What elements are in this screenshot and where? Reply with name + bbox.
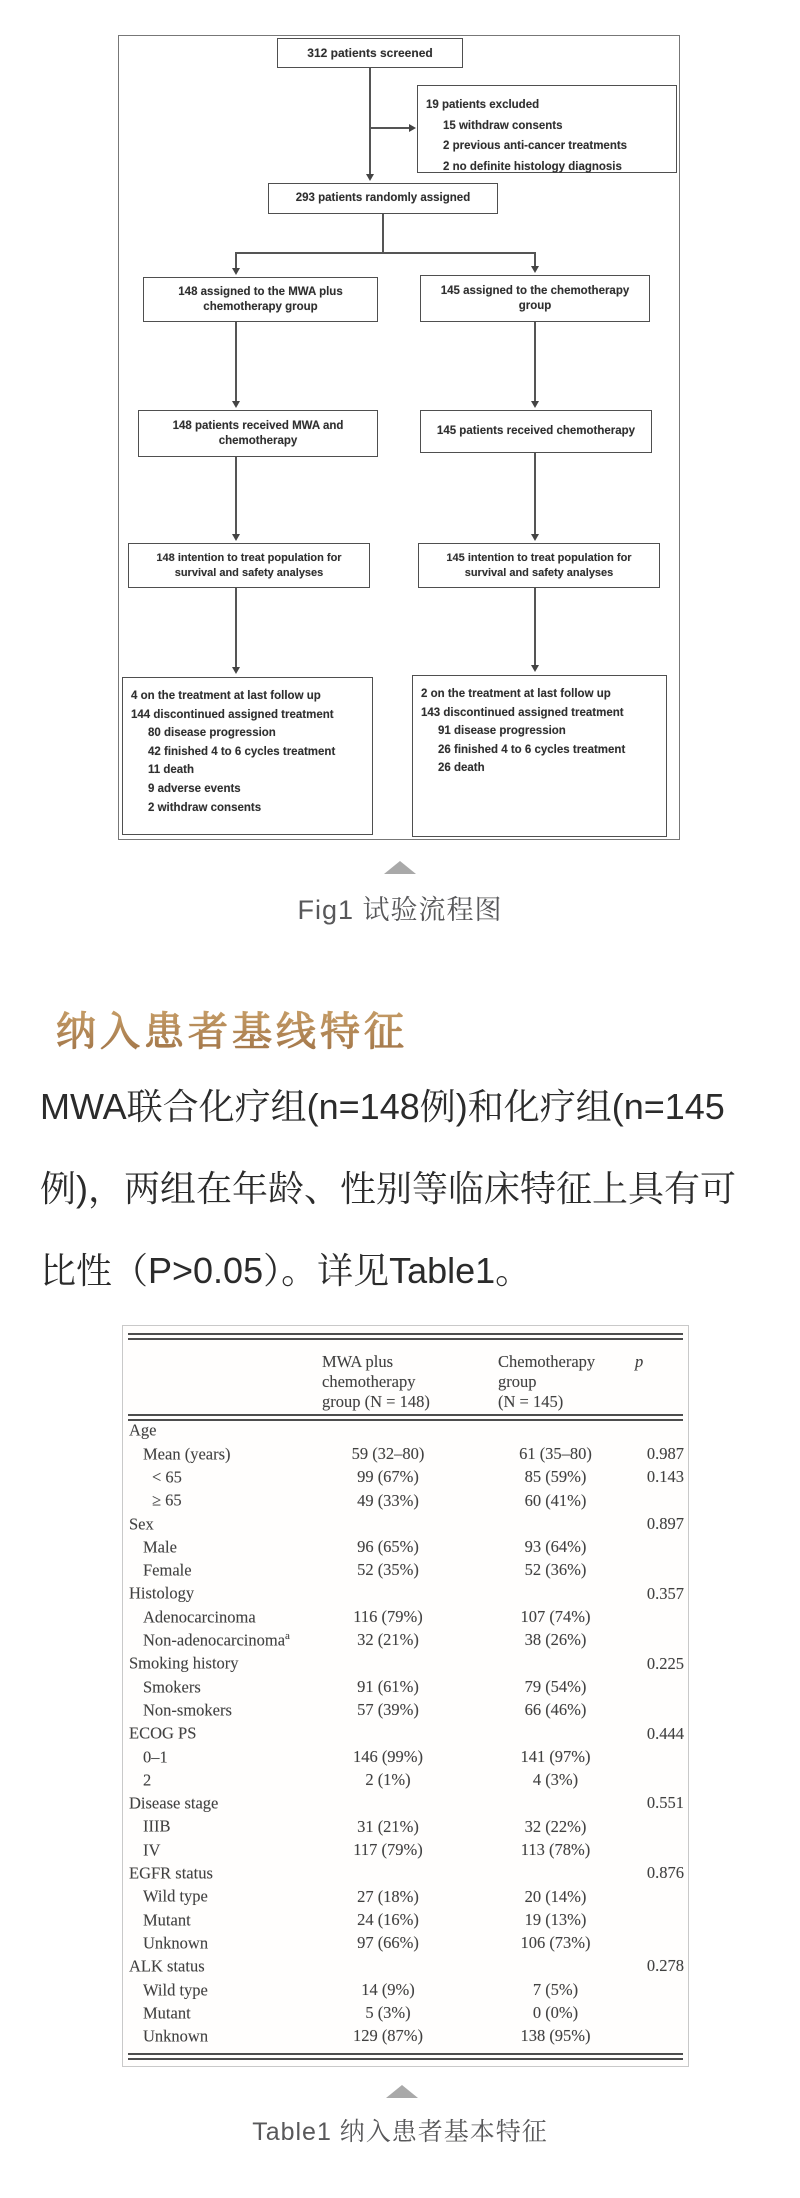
flowchart-text-line: 9 adverse events bbox=[148, 782, 241, 795]
arrow-right-icon bbox=[409, 124, 416, 132]
table-row bbox=[123, 1862, 688, 1885]
flowchart-text-line: 42 finished 4 to 6 cycles treatment bbox=[148, 745, 336, 758]
chemo-group-value: 52 (36%) bbox=[524, 1560, 587, 1580]
flowchart-text-line: 80 disease progression bbox=[148, 727, 276, 740]
table-row bbox=[123, 1419, 688, 1442]
table-row bbox=[123, 1978, 688, 2001]
collapse-triangle-icon bbox=[386, 2085, 418, 2098]
table-row bbox=[123, 1652, 688, 1675]
arrow-down-icon bbox=[366, 174, 374, 181]
chemo-group-value: 0 (0%) bbox=[532, 2003, 579, 2023]
flowchart-text-line: 15 withdraw consents bbox=[443, 119, 563, 132]
arrow-down-icon bbox=[232, 534, 240, 541]
row-label: ALK status bbox=[129, 1956, 205, 1976]
table-body bbox=[123, 1419, 688, 2048]
flowchart-box-right-itt: 145 intention to treat population for survival and safety analyses bbox=[418, 543, 660, 588]
flowchart-box-randomized: 293 patients randomly assigned bbox=[268, 183, 498, 214]
table-row bbox=[123, 2025, 688, 2048]
header-col-pvalue: p bbox=[635, 1352, 644, 1371]
table-row bbox=[123, 1908, 688, 1931]
chemo-group-value: 113 (78%) bbox=[520, 1839, 591, 1859]
flowchart-text-line: 4 on the treatment at last follow up bbox=[131, 690, 321, 702]
flowchart-text-line: 91 disease progression bbox=[438, 725, 566, 738]
flowchart-text-line: 144 discontinued assigned treatment bbox=[131, 708, 334, 721]
arrow-down-icon bbox=[232, 667, 240, 674]
flowchart-text-line: 2 on the treatment at last follow up bbox=[421, 688, 611, 700]
flowchart-box-left-assigned: 148 assigned to the MWA plus chemotherapy group bbox=[143, 277, 378, 322]
table-row bbox=[123, 1838, 688, 1861]
table-row bbox=[123, 1629, 688, 1652]
chemo-group-value: 38 (26%) bbox=[524, 1630, 587, 1650]
table-rule bbox=[128, 2053, 683, 2060]
row-label: Mutant bbox=[143, 2003, 191, 2023]
p-value: 0.551 bbox=[646, 1793, 684, 1813]
connector-line bbox=[370, 127, 410, 129]
row-label: Smokers bbox=[143, 1677, 201, 1697]
connector-line bbox=[235, 322, 237, 402]
row-label: Non-smokers bbox=[143, 1700, 232, 1720]
table-header bbox=[123, 1352, 688, 1412]
collapse-triangle-icon bbox=[384, 861, 416, 874]
row-label: Sex bbox=[129, 1514, 154, 1534]
connector-line bbox=[235, 252, 237, 268]
chemo-group-value: 138 (95%) bbox=[520, 2026, 591, 2046]
table-row bbox=[123, 1675, 688, 1698]
mwa-group-value: 52 (35%) bbox=[357, 1560, 419, 1580]
section-heading: 纳入患者基线特征 bbox=[56, 1000, 408, 1057]
row-label: Female bbox=[143, 1560, 192, 1580]
row-label: Wild type bbox=[143, 1886, 208, 1906]
flowchart-text-line: 19 patients excluded bbox=[426, 99, 540, 111]
mwa-group-value: 99 (67%) bbox=[357, 1467, 419, 1487]
connector-line bbox=[382, 214, 384, 252]
chemo-group-value: 141 (97%) bbox=[520, 1746, 591, 1766]
chemo-group-value: 85 (59%) bbox=[524, 1467, 587, 1487]
connector-line bbox=[236, 252, 536, 254]
table-row bbox=[123, 1699, 688, 1722]
mwa-group-value: 96 (65%) bbox=[357, 1537, 419, 1557]
row-label: Smoking history bbox=[129, 1653, 239, 1673]
row-label: Disease stage bbox=[129, 1793, 219, 1813]
row-label: Wild type bbox=[143, 1980, 208, 2000]
chemo-group-value: 19 (13%) bbox=[524, 1909, 587, 1929]
table-row bbox=[123, 1955, 688, 1978]
header-col-empty bbox=[123, 1352, 298, 1412]
p-value: 0.143 bbox=[646, 1467, 684, 1487]
row-label: Mean (years) bbox=[143, 1444, 231, 1464]
p-value: 0.987 bbox=[646, 1443, 684, 1463]
mwa-group-value: 2 (1%) bbox=[365, 1770, 411, 1790]
table-row bbox=[123, 1582, 688, 1605]
connector-line bbox=[534, 252, 536, 266]
row-label: IV bbox=[143, 1840, 161, 1860]
mwa-group-value: 14 (9%) bbox=[361, 1979, 415, 1999]
paragraph-line: 比性（P>0.05）。详见Table1。 bbox=[40, 1250, 532, 1291]
mwa-group-value: 129 (87%) bbox=[352, 2026, 424, 2046]
chemo-group-value: 7 (5%) bbox=[532, 1979, 579, 1999]
arrow-down-icon bbox=[531, 266, 539, 273]
table-row bbox=[123, 1792, 688, 1815]
mwa-group-value: 59 (32–80) bbox=[351, 1443, 425, 1463]
baseline-characteristics-table bbox=[122, 1325, 689, 2067]
chemo-group-value: 79 (54%) bbox=[524, 1676, 587, 1696]
table-row bbox=[123, 1466, 688, 1489]
row-label: EGFR status bbox=[129, 1863, 213, 1883]
table-row bbox=[123, 1815, 688, 1838]
table-row bbox=[123, 1885, 688, 1908]
row-label: Age bbox=[129, 1420, 157, 1440]
flowchart-text-line: 2 previous anti-cancer treatments bbox=[443, 140, 628, 152]
header-col-chemo-group: Chemotherapy group (N = 145) bbox=[498, 1352, 596, 1411]
row-label: 2 bbox=[143, 1770, 152, 1790]
flowchart-box-left-itt: 148 intention to treat population for survival and safety analyses bbox=[128, 543, 370, 588]
table-row bbox=[123, 1932, 688, 1955]
p-value: 0.357 bbox=[646, 1583, 684, 1603]
flowchart-box-excluded bbox=[417, 85, 677, 173]
row-label: Non-adenocarcinoma$^a$ bbox=[143, 1630, 290, 1650]
row-label: Male bbox=[143, 1537, 177, 1557]
row-label: Mutant bbox=[143, 1910, 191, 1930]
chemo-group-value: 106 (73%) bbox=[520, 1933, 591, 1953]
p-value: 0.876 bbox=[646, 1863, 684, 1883]
chemo-group-value: 93 (64%) bbox=[524, 1537, 587, 1557]
table-row bbox=[123, 1722, 688, 1745]
flowchart-box-right-received: 145 patients received chemotherapy bbox=[420, 410, 652, 453]
mwa-group-value: 91 (61%) bbox=[357, 1676, 419, 1696]
arrow-down-icon bbox=[531, 401, 539, 408]
row-label: Adenocarcinoma bbox=[143, 1607, 256, 1627]
mwa-group-value: 32 (21%) bbox=[357, 1630, 419, 1650]
mwa-group-value: 116 (79%) bbox=[353, 1607, 423, 1627]
arrow-down-icon bbox=[531, 665, 539, 672]
mwa-group-value: 24 (16%) bbox=[357, 1909, 419, 1929]
connector-line bbox=[235, 457, 237, 535]
row-label: Unknown bbox=[143, 1933, 209, 1953]
chemo-group-value: 107 (74%) bbox=[520, 1607, 591, 1627]
table-row bbox=[123, 1535, 688, 1558]
arrow-down-icon bbox=[531, 534, 539, 541]
table-row bbox=[123, 1745, 688, 1768]
row-label: < 65 bbox=[152, 1467, 182, 1487]
arrow-down-icon bbox=[232, 401, 240, 408]
table-row bbox=[123, 1512, 688, 1535]
chemo-group-value: 66 (46%) bbox=[524, 1700, 587, 1720]
table-row bbox=[123, 1605, 688, 1628]
mwa-group-value: 31 (21%) bbox=[357, 1816, 419, 1836]
mwa-group-value: 97 (66%) bbox=[357, 1933, 419, 1953]
p-value: 0.278 bbox=[646, 1956, 684, 1976]
paragraph-line: 例)，两组在年龄、性别等临床特征上具有可 bbox=[40, 1168, 736, 1209]
figure1-caption: Fig1 试验流程图 bbox=[297, 895, 503, 925]
arrow-down-icon bbox=[232, 268, 240, 275]
mwa-group-value: 57 (39%) bbox=[357, 1700, 419, 1720]
header-col-mwa-group: MWA plus chemotherapy group (N = 148) bbox=[322, 1352, 430, 1411]
p-value: 0.225 bbox=[646, 1653, 684, 1673]
table-row bbox=[123, 1489, 688, 1512]
row-label: Unknown bbox=[143, 2026, 209, 2046]
connector-line bbox=[369, 68, 371, 175]
mwa-group-value: 49 (33%) bbox=[357, 1490, 419, 1510]
mwa-group-value: 27 (18%) bbox=[357, 1886, 419, 1906]
connector-line bbox=[534, 588, 536, 666]
row-label: ECOG PS bbox=[129, 1723, 197, 1743]
flowchart-text-line: 143 discontinued assigned treatment bbox=[421, 706, 624, 719]
flowchart-text-line: 26 finished 4 to 6 cycles treatment bbox=[438, 743, 626, 756]
connector-line bbox=[534, 453, 536, 535]
row-label: ≥ 65 bbox=[152, 1490, 182, 1510]
chemo-group-value: 4 (3%) bbox=[532, 1770, 579, 1790]
flowchart-text-line: 2 no definite histology diagnosis bbox=[443, 160, 622, 173]
chemo-group-value: 20 (14%) bbox=[524, 1886, 587, 1906]
table-rule bbox=[128, 1333, 683, 1340]
flowchart-box-right-final bbox=[412, 675, 667, 837]
row-label: 0–1 bbox=[143, 1747, 168, 1767]
chemo-group-value: 60 (41%) bbox=[524, 1490, 587, 1510]
flowchart-text-line: 2 withdraw consents bbox=[148, 801, 262, 814]
mwa-group-value: 117 (79%) bbox=[353, 1839, 423, 1859]
paragraph-line: MWA联合化疗组(n=148例)和化疗组(n=145 bbox=[40, 1086, 725, 1127]
chemo-group-value: 32 (22%) bbox=[524, 1816, 587, 1836]
flowchart-box-left-final bbox=[122, 677, 373, 835]
flowchart-text-line: 26 death bbox=[438, 762, 485, 775]
flowchart-box-screened: 312 patients screened bbox=[277, 38, 463, 68]
table1-caption: Table1 纳入患者基本特征 bbox=[252, 2118, 548, 2146]
table-row bbox=[123, 1442, 688, 1465]
mwa-group-value: 5 (3%) bbox=[365, 2003, 411, 2023]
p-value: 0.444 bbox=[646, 1723, 684, 1743]
mwa-group-value: 146 (99%) bbox=[352, 1746, 424, 1766]
table-row bbox=[123, 2001, 688, 2024]
connector-line bbox=[534, 322, 536, 402]
table-row bbox=[123, 1559, 688, 1582]
body-paragraph bbox=[40, 1066, 780, 1312]
row-label: IIIB bbox=[143, 1816, 171, 1836]
connector-line bbox=[235, 588, 237, 668]
chemo-group-value: 61 (35–80) bbox=[519, 1443, 592, 1463]
row-label: Histology bbox=[129, 1583, 195, 1603]
flowchart-box-right-assigned: 145 assigned to the chemotherapy group bbox=[420, 275, 650, 322]
flowchart-text-line: 11 death bbox=[148, 764, 195, 777]
flowchart-box-left-received: 148 patients received MWA and chemotherapy bbox=[138, 410, 378, 457]
table-row bbox=[123, 1768, 688, 1791]
p-value: 0.897 bbox=[646, 1513, 684, 1533]
